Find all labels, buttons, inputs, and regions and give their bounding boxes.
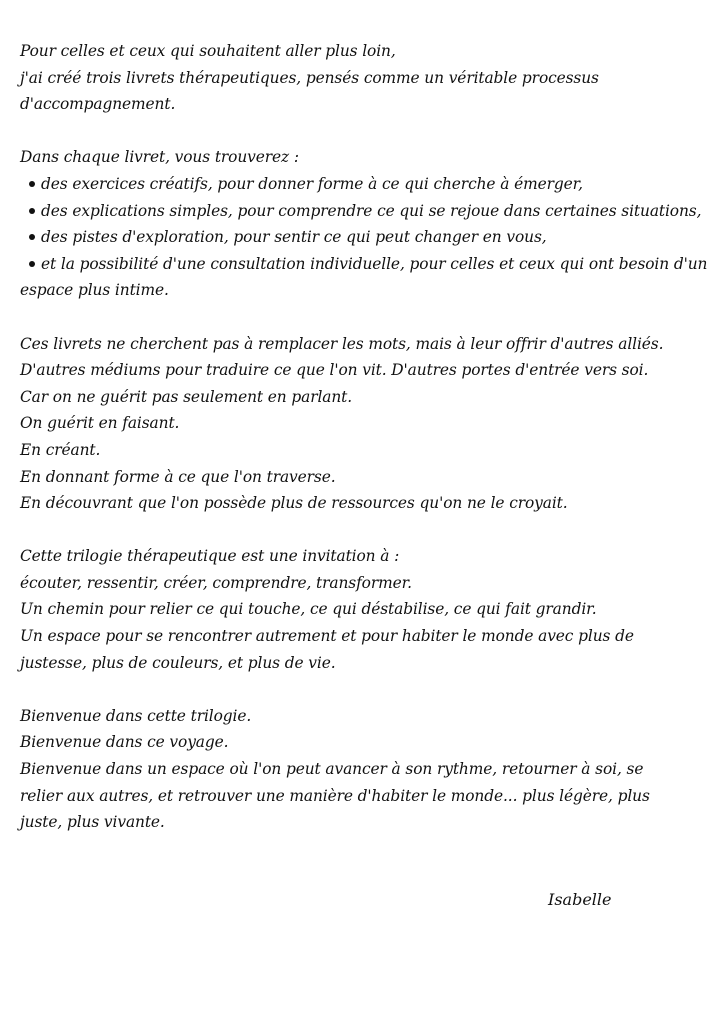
text-line: Car on ne guérit pas seulement en parlant.: [20, 387, 353, 406]
bullet-item: [20, 171, 710, 198]
text-line: En découvrant que l'on possède plus de ressources qu'on ne le croyait.: [20, 494, 568, 513]
bullet-dot-icon: [29, 234, 35, 240]
text-line: écouter, ressentir, créer, comprendre, transformer.: [20, 573, 412, 592]
text-line: En créant.: [20, 440, 101, 459]
text-line: Un espace pour se rencontrer autrement et pour habiter le monde avec plus de: [20, 627, 634, 646]
text-line: justesse, plus de couleurs, et plus de vie.: [20, 653, 336, 672]
text-line: Ces livrets ne cherchent pas à remplacer les mots, mais à leur offrir d'autres alliés.: [20, 334, 664, 353]
text-line: En donnant forme à ce que l'on traverse.: [20, 467, 336, 486]
text-line: j'ai créé trois livrets thérapeutiques, pensés comme un véritable processus: [20, 68, 599, 87]
bullet-dot-icon: [29, 181, 35, 187]
text-line: juste, plus vivante.: [20, 813, 165, 832]
bullet-text: des exercices créatifs, pour donner forme à ce qui cherche à émerger,: [41, 174, 583, 193]
bullet-dot-icon: [29, 208, 35, 214]
text-line: On guérit en faisant.: [20, 414, 180, 433]
contents-paragraph: [20, 144, 710, 304]
welcome-paragraph: [20, 703, 710, 836]
text-line: d'accompagnement.: [20, 95, 176, 114]
text-line: relier aux autres, et retrouver une manière d'habiter le monde... plus légère, plus: [20, 786, 650, 805]
bullet-text: et la possibilité d'une consultation individuelle, pour celles et ceux qui ont besoin d'un espace plus intime.: [20, 254, 708, 300]
text-line: D'autres médiums pour traduire ce que l'on vit. D'autres portes d'entrée vers soi.: [20, 361, 649, 380]
text-line: Cette trilogie thérapeutique est une invitation à :: [20, 547, 400, 566]
bullet-dot-icon: [29, 261, 35, 267]
bullet-item: [20, 198, 710, 225]
intro-paragraph: [20, 38, 710, 118]
text-line: Pour celles et ceux qui souhaitent aller plus loin,: [20, 42, 396, 60]
purpose-paragraph: [20, 331, 710, 517]
letter-body: [20, 38, 710, 862]
text-line: Bienvenue dans un espace où l'on peut avancer à son rythme, retourner à soi, se: [20, 760, 644, 779]
bullet-text: des pistes d'exploration, pour sentir ce qui peut changer en vous,: [41, 228, 547, 247]
bullet-text: des explications simples, pour comprendre ce qui se rejoue dans certaines situations,: [41, 201, 702, 220]
bullet-item: [20, 251, 710, 304]
contents-heading: Dans chaque livret, vous trouverez :: [20, 148, 299, 167]
text-line: Bienvenue dans ce voyage.: [20, 733, 229, 752]
signature: Isabelle: [548, 890, 612, 909]
invitation-paragraph: [20, 543, 710, 676]
bullet-item: [20, 224, 710, 251]
text-line: Un chemin pour relier ce qui touche, ce qui déstabilise, ce qui fait grandir.: [20, 600, 597, 619]
text-line: Bienvenue dans cette trilogie.: [20, 706, 252, 725]
